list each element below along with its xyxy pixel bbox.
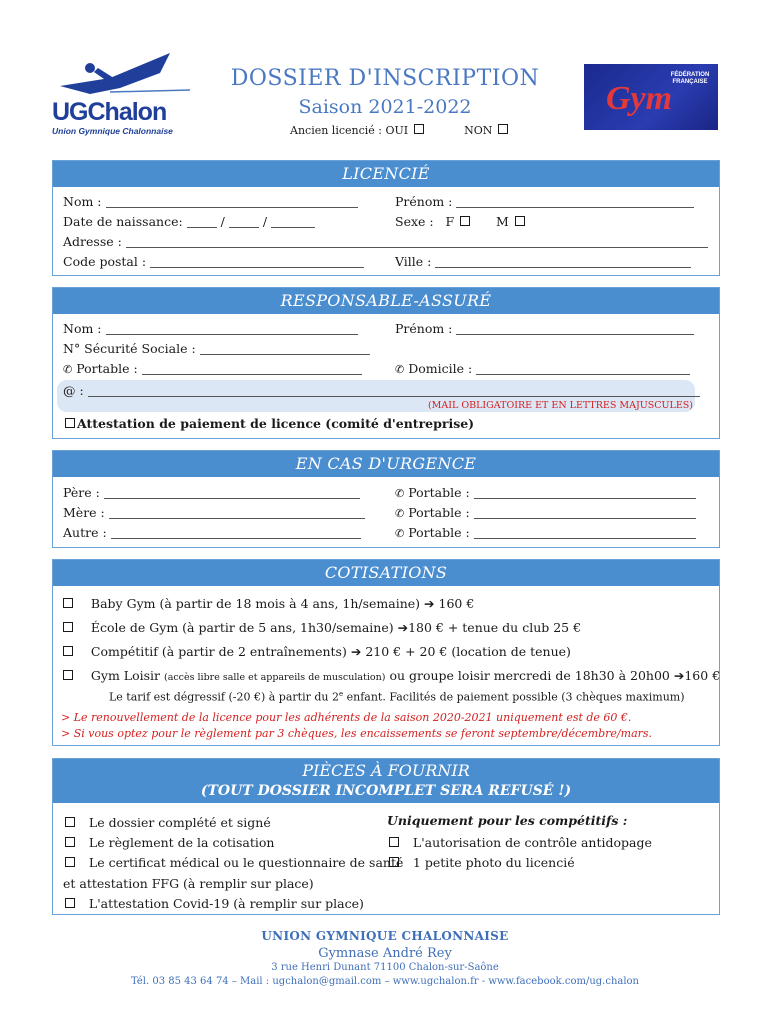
day-field[interactable]: [187, 227, 217, 228]
resp-domicile-field[interactable]: [476, 374, 690, 375]
code-postal-label: Code postal :: [63, 254, 147, 269]
cotisation-price: 180 € + tenue du club 25 €: [408, 620, 582, 635]
gym-loisir-checkbox[interactable]: [63, 670, 73, 680]
arrow-right-icon: ➔: [673, 668, 685, 683]
resp-portable-field[interactable]: [142, 374, 362, 375]
piece-label: L'autorisation de contrôle antidopage: [412, 835, 652, 850]
pere-portable-row: [395, 485, 696, 500]
portable-label: Portable :: [408, 485, 470, 500]
piece-checkbox[interactable]: [65, 817, 75, 827]
ffg-logo-word: Gym: [606, 80, 673, 117]
covid-checkbox[interactable]: [65, 898, 75, 908]
phone-icon: ✆: [395, 507, 405, 520]
cotisation-text: Baby Gym (à partir de 18 mois à 4 ans, 1h/semaine): [90, 596, 421, 611]
pieces-title: PIÈCES À FOURNIR: [302, 761, 470, 780]
resp-nom-row: [63, 321, 358, 336]
autre-label: Autre :: [63, 525, 107, 540]
non-checkbox[interactable]: [498, 124, 508, 134]
licencie-prenom-row: [395, 194, 694, 209]
degressif-b: enfant. Facilités de paiement possible (3 chèques maximum): [343, 690, 685, 704]
ville-field[interactable]: [435, 267, 691, 268]
resp-prenom-field[interactable]: [456, 334, 694, 335]
urgence-header: EN CAS D'URGENCE: [53, 451, 719, 477]
phone-icon: ✆: [395, 363, 405, 376]
nom-label: Nom :: [63, 194, 102, 209]
arrow-right-icon: ➔: [424, 596, 435, 611]
cotisation-item: [61, 620, 581, 635]
attestation-row: [63, 416, 474, 431]
pere-portable-field[interactable]: [474, 498, 696, 499]
piece-item: [387, 835, 652, 850]
degressif-a: Le tarif est dégressif (-20 €) à partir du 2: [109, 690, 339, 704]
email-row: [63, 383, 700, 398]
footer-address: 3 rue Henri Dunant 71100 Chalon-sur-Saône: [271, 962, 499, 973]
code-postal-row: [63, 254, 364, 269]
pere-field[interactable]: [104, 498, 360, 499]
logo-brand: UGChalon: [52, 98, 167, 126]
mere-portable-field[interactable]: [474, 518, 696, 519]
page-title: DOSSIER D'INSCRIPTION: [230, 66, 540, 91]
cheques-note: > Si vous optez pour le règlement par 3 chèques, les encaissements se feront septembre/décembre/mars.: [61, 727, 653, 740]
resp-prenom-label: Prénom :: [395, 321, 453, 336]
portable-label: Portable :: [408, 505, 470, 520]
arrow-right-icon: ➔: [350, 644, 362, 659]
resp-domicile-row: [395, 361, 690, 376]
month-field[interactable]: [229, 227, 259, 228]
cotisation-price: 210 € + 20 € (location de tenue): [365, 644, 571, 659]
non-label: NON: [464, 124, 493, 137]
piece-label: 1 petite photo du licencié: [412, 855, 575, 870]
licencie-nom-field[interactable]: [106, 207, 358, 208]
ancien-licencie-row: [290, 124, 510, 137]
f-checkbox[interactable]: [460, 216, 470, 226]
autre-row: [63, 525, 361, 540]
licencie-prenom-field[interactable]: [456, 207, 694, 208]
licencie-header: LICENCIÉ: [53, 161, 719, 187]
licencie-section: [52, 160, 720, 276]
email-line: [88, 396, 700, 397]
prenom-label: Prénom :: [395, 194, 453, 209]
adresse-label: Adresse :: [63, 234, 122, 249]
pere-row: [63, 485, 360, 500]
autre-portable-field[interactable]: [474, 538, 696, 539]
logo-subtitle: Union Gymnique Chalonnaise: [52, 126, 173, 136]
autre-portable-row: [395, 525, 696, 540]
footer-contact: Tél. 03 85 43 64 74 – Mail : ugchalon@gmail.com – www.ugchalon.fr - www.facebook.com/ug.chalon: [130, 976, 640, 987]
mere-label: Mère :: [63, 505, 105, 520]
resp-prenom-row: [395, 321, 694, 336]
piece-cont: et attestation FFG (à remplir sur place): [63, 876, 314, 891]
portable-label: Portable :: [408, 525, 470, 540]
resp-portable-row: [63, 361, 362, 376]
antidopage-checkbox[interactable]: [389, 837, 399, 847]
pieces-header: [53, 759, 719, 803]
email-label: @ :: [63, 383, 84, 398]
licencie-nom-row: [63, 194, 358, 209]
arrow-right-icon: ➔: [397, 620, 409, 635]
mail-note: (MAIL OBLIGATOIRE ET EN LETTRES MAJUSCULES): [427, 400, 693, 411]
piece-item: [63, 835, 274, 850]
responsable-header: RESPONSABLE-ASSURÉ: [53, 288, 719, 314]
ugchalon-logo: [50, 48, 210, 138]
ffg-logo-top: FÉDÉRATION FRANÇAISE: [670, 72, 710, 85]
autre-field[interactable]: [111, 538, 361, 539]
competitifs-title: Uniquement pour les compétitifs :: [387, 813, 628, 828]
piece-item: [63, 855, 403, 870]
ancien-label: Ancien licencié : OUI: [290, 124, 409, 137]
cotisation-price: 160 €: [684, 668, 721, 683]
f-label: F: [445, 214, 455, 229]
mere-field[interactable]: [109, 518, 365, 519]
attestation-label: Attestation de paiement de licence (comité d'entreprise): [77, 416, 475, 431]
season-title: Saison 2021-2022: [298, 96, 472, 118]
piece-checkbox[interactable]: [65, 837, 75, 847]
mere-row: [63, 505, 365, 520]
cotisation-small: (accès libre salle et appareils de musculation): [163, 672, 386, 683]
cotisation-item: [61, 644, 571, 659]
resp-domicile-label: Domicile :: [408, 361, 473, 376]
sexe-row: [395, 214, 527, 229]
footer-org: UNION GYMNIQUE CHALONNAISE: [261, 929, 509, 943]
cotisations-header: COTISATIONS: [53, 560, 719, 586]
m-checkbox[interactable]: [515, 216, 525, 226]
piece-label: Le dossier complété et signé: [88, 815, 271, 830]
sexe-label: Sexe :: [395, 214, 434, 229]
baby-gym-checkbox[interactable]: [63, 598, 73, 608]
ecole-gym-checkbox[interactable]: [63, 622, 73, 632]
date-naissance-label: Date de naissance:: [63, 214, 183, 229]
oui-checkbox[interactable]: [414, 124, 424, 134]
cotisation-text: École de Gym (à partir de 5 ans, 1h30/semaine): [90, 620, 394, 635]
attestation-checkbox[interactable]: [65, 418, 75, 428]
cotisation-text: Compétitif (à partir de 2 entraînements): [90, 644, 347, 659]
secu-field[interactable]: [200, 354, 370, 355]
code-postal-field[interactable]: [150, 267, 364, 268]
phone-icon: ✆: [63, 363, 73, 376]
degressif-note: [109, 690, 685, 704]
ville-row: [395, 254, 691, 269]
competitif-checkbox[interactable]: [63, 646, 73, 656]
piece-label: Le certificat médical ou le questionnaire de santé: [88, 855, 404, 870]
phone-icon: ✆: [395, 527, 405, 540]
cotisation-text: Gym Loisir: [90, 668, 160, 683]
piece-label: Le règlement de la cotisation: [88, 835, 275, 850]
cotisation-item: [61, 596, 474, 611]
ville-label: Ville :: [395, 254, 432, 269]
secu-label: N° Sécurité Sociale :: [63, 341, 196, 356]
photo-checkbox[interactable]: [389, 857, 399, 867]
cotisations-section: [52, 559, 720, 746]
m-label: M: [496, 214, 509, 229]
piece-item: [63, 896, 364, 911]
pere-label: Père :: [63, 485, 100, 500]
pieces-subtitle: (TOUT DOSSIER INCOMPLET SERA REFUSÉ !): [200, 783, 572, 799]
date-naissance-row: Date de naissance: / /: [63, 214, 315, 229]
renouvellement-note: > Le renouvellement de la licence pour les adhérents de la saison 2020-2021 uniquement est de 60 €.: [61, 711, 632, 724]
phone-icon: ✆: [395, 487, 405, 500]
resp-nom-field[interactable]: [106, 334, 358, 335]
secu-row: [63, 341, 370, 356]
adresse-field[interactable]: [126, 247, 708, 248]
adresse-row: [63, 234, 708, 249]
resp-nom-label: Nom :: [63, 321, 102, 336]
responsable-section: [52, 287, 720, 439]
piece-item: [63, 815, 271, 830]
year-field[interactable]: [271, 227, 315, 228]
piece-checkbox[interactable]: [65, 857, 75, 867]
cotisation-text2: ou groupe loisir mercredi de 18h30 à 20h00: [389, 668, 670, 683]
piece-item: [387, 855, 575, 870]
resp-portable-label: Portable :: [76, 361, 138, 376]
mere-portable-row: [395, 505, 696, 520]
cotisation-item: [61, 668, 720, 683]
footer-gymnase: Gymnase André Rey: [318, 946, 452, 961]
urgence-section: [52, 450, 720, 548]
piece-label: L'attestation Covid-19 (à remplir sur place): [88, 896, 364, 911]
pieces-section: [52, 758, 720, 915]
degressif-sup: e: [338, 690, 344, 698]
ffgym-logo: [584, 64, 718, 130]
cotisation-price: 160 €: [438, 596, 475, 611]
